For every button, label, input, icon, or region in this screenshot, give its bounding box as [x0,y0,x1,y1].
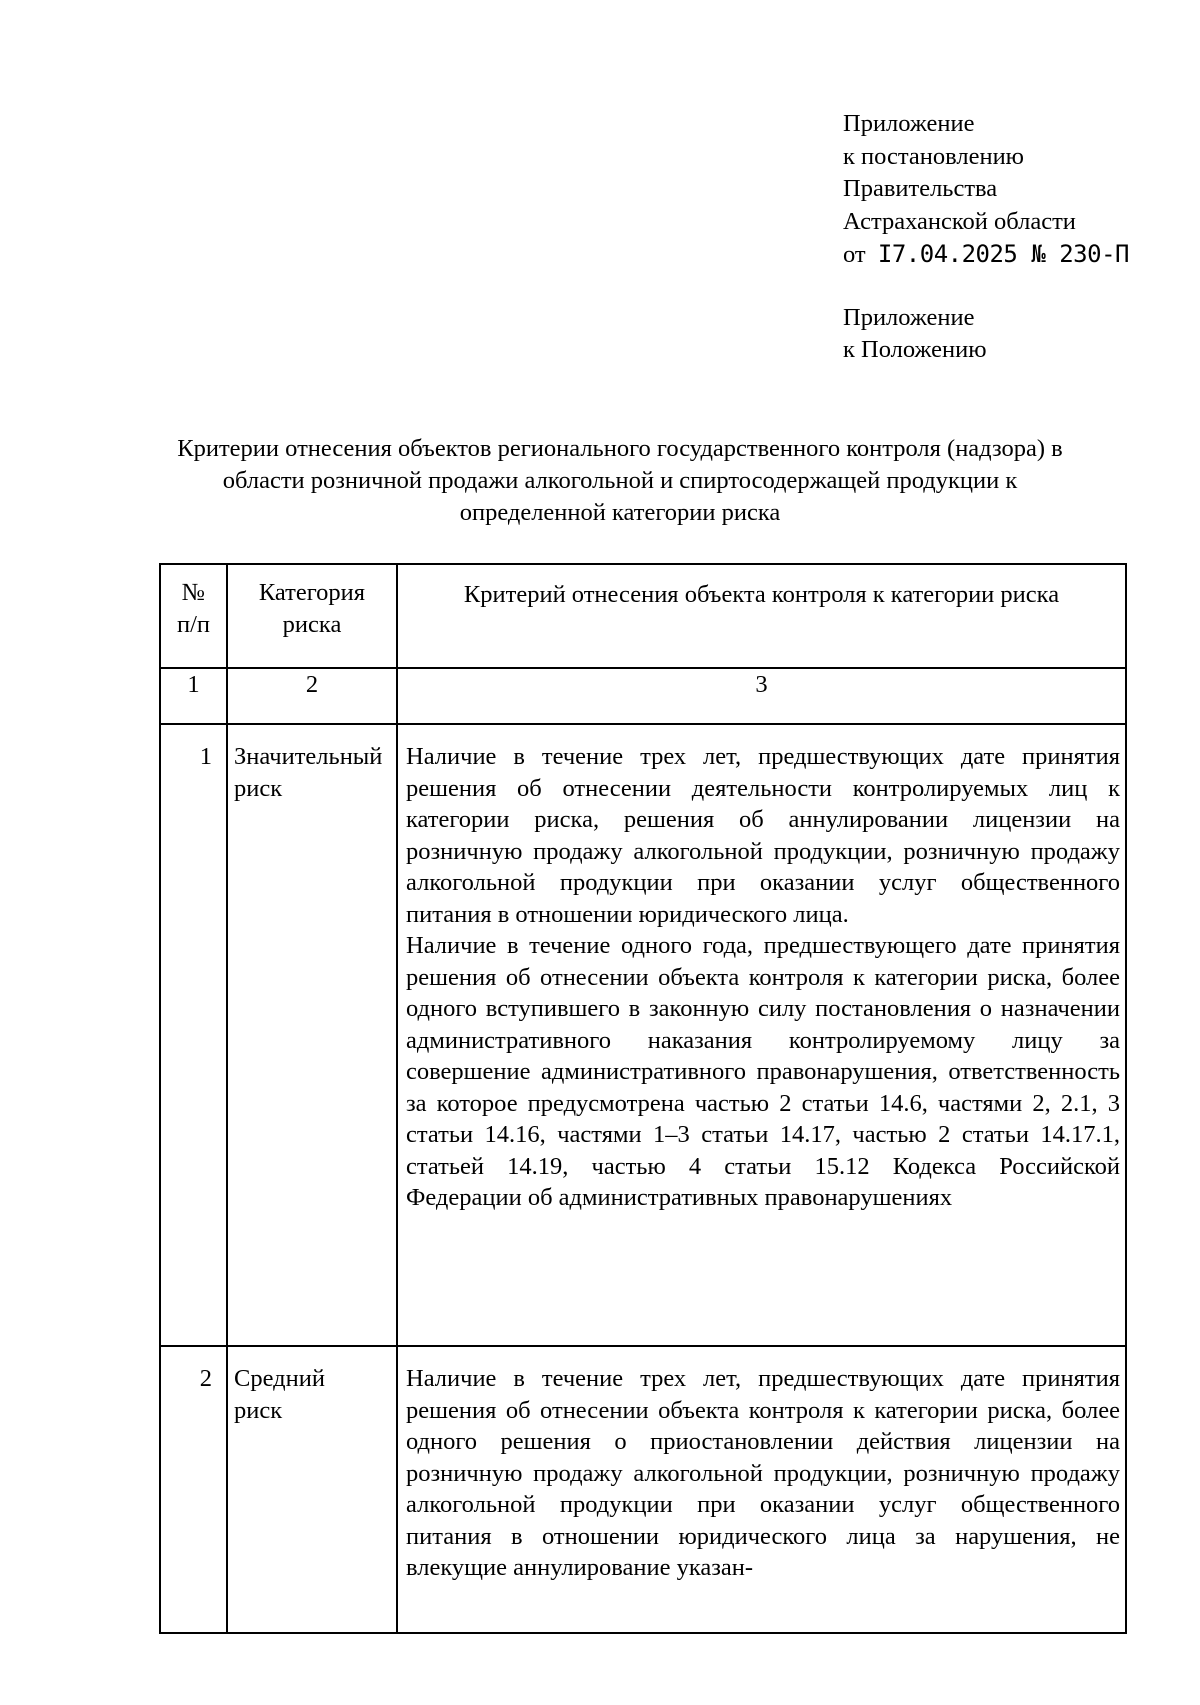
annex-header [843,108,1129,367]
annex-line: Астраханской области [843,207,1076,235]
column-number: 2 [227,668,397,724]
column-number-row [160,668,1126,724]
risk-criteria [397,724,1126,1346]
criterion-paragraph: Наличие в течение одного года, предшествующего дате принятия решения об отнесении объекта контроля к категории риска, более одного вступившего в законную силу постановления о назначении административного наказания контролируемому лицу за совершение административного правонарушения, ответственность за которое предусмотрена частью 2 статьи 14.6, частями 2, 2.1, 3 статьи 14.16, частями 1–3 статьи 14.17, частью 2 статьи 14.17.1, статьей 14.19, частью 4 статьи 15.12 Кодекса Российской Федерации об административных правонарушениях [406,932,1120,1211]
column-number: 3 [397,668,1126,724]
risk-category: Средний риск [227,1346,397,1633]
criterion-paragraph: Наличие в течение трех лет, предшествующих дате принятия решения об отнесении деятельности контролируемых лиц к категории риска, решения об аннулировании лицензии на розничную продажу алкогольной продукции, розничную продажу алкогольной продукции при оказании услуг общественного питания в отношении юридического лица. [406,743,1120,928]
document-title: Критерии отнесения объектов регионального государственного контроля (надзора) в области розничной продажи алкогольной и спиртосодержащей продукции к определенной категории риска [177,435,1063,526]
header-num: № п/п [160,564,227,668]
criterion-paragraph: Наличие в течение трех лет, предшествующих дате принятия решения об отнесении объекта контроля к категории риска, более одного решения о приостановлении действия лицензии на розничную продажу алкогольной продукции, розничную продажу алкогольной продукции при оказании услуг общественного питания в отношении юридического лица за нарушения, не влекущие аннулирование указан- [406,1365,1120,1581]
risk-criteria [397,1346,1126,1633]
column-number: 1 [160,668,227,724]
annex-line: Правительства [843,175,998,202]
row-number: 2 [160,1346,227,1633]
table-row [160,1346,1126,1633]
annex-date-line [843,238,1129,272]
row-number: 1 [160,724,227,1346]
decree-date-number: I7.04.2025 № 230-П [877,240,1129,268]
annex-line: Приложение [843,110,975,137]
date-prefix: от [843,241,866,268]
header-criterion: Критерий отнесения объекта контроля к категории риска [397,564,1126,668]
risk-category: Значительный риск [227,724,397,1346]
annex-line: к Положению [843,336,987,363]
header-category: Категория риска [227,564,397,668]
annex-line: Приложение [843,303,975,331]
table-header-row [160,564,1126,668]
annex-line: к постановлению [843,142,1024,170]
table-row [160,724,1126,1346]
risk-criteria-table [159,563,1127,1634]
